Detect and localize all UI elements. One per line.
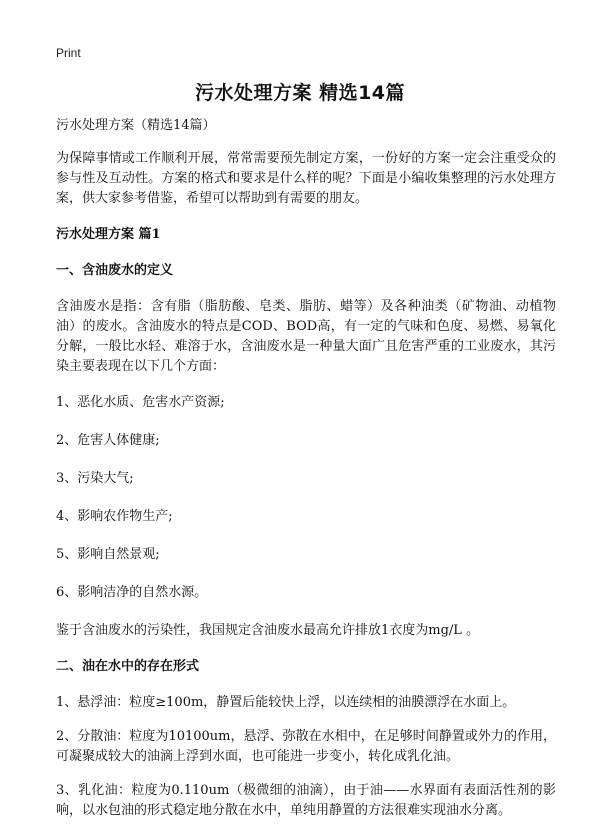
list-item: 6、影响洁净的自然水源。 xyxy=(56,585,208,600)
intro-paragraph: 为保障事情或工作顺利开展，常常需要预先制定方案，一份好的方案一定会注重受众的参与性及互动性。方案的格式和要求是什么样的呢？下面是小编收集整理的污水处理方案，供大家参考借鉴，希望可以帮助到有需要的朋友。 xyxy=(56,151,556,206)
section-heading-oil-forms: 二、油在水中的存在形式 xyxy=(56,659,200,674)
regulation-note: 鉴于含油废水的污染性，我国规定含油废水最高允许排放1衣度为mg/L 。 xyxy=(56,623,480,638)
list-item: 4、影响农作物生产; xyxy=(56,509,173,524)
document-subtitle: 污水处理方案（精选14篇） xyxy=(56,118,216,133)
chapter-heading: 污水处理方案 篇1 xyxy=(56,227,161,242)
page-title: 污水处理方案 精选14篇 xyxy=(194,82,406,104)
section-heading-definition: 一、含油废水的定义 xyxy=(56,263,174,278)
definition-paragraph: 含油废水是指：含有脂（脂肪酸、皂类、脂肪、蜡等）及各种油类（矿物油、动植物油）的废水。含油废水的特点是COD、BOD高，有一定的气味和色度、易燃、易氧化分解，一般比水轻、难溶于水，含油废水是一种量大面广且危害严重的工业废水，其污染主要表现在以下几个方面： xyxy=(56,299,556,374)
list-item: 2、分散油：粒度为10100um，悬浮、弥散在水相中，在足够时间静置或外力的作用，可凝聚成较大的油滴上浮到水面，也可能进一步变小，转化成乳化油。 xyxy=(56,729,556,764)
list-item: 5、影响自然景观; xyxy=(56,547,160,562)
list-item: 3、乳化油：粒度为0.110um（极微细的油滴），由于油——水界面有表面活性剂的影响，以水包油的形式稳定地分散在水中，单纯用静置的方法很难实现油水分离。 xyxy=(56,783,556,818)
document-body xyxy=(56,116,556,835)
print-link[interactable]: Print xyxy=(56,46,81,60)
list-item: 1、恶化水质、危害水产资源; xyxy=(56,395,225,410)
list-item: 1、悬浮油：粒度≥100m，静置后能较快上浮，以连续相的油膜漂浮在水面上。 xyxy=(56,695,516,710)
list-item: 2、危害人体健康; xyxy=(56,433,160,448)
list-item: 3、污染大气; xyxy=(56,471,134,486)
